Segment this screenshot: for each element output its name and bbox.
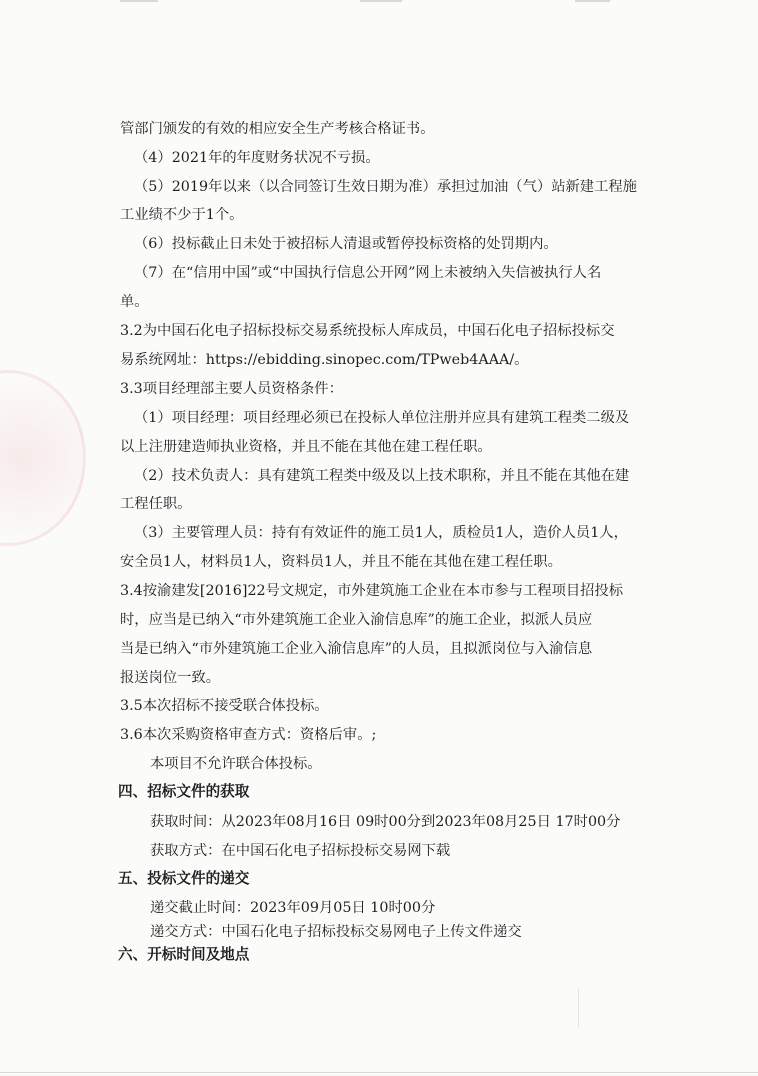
body-text-line: （2）技术负责人：具有建筑工程类中级及以上技术职称，并且不能在其他在建 xyxy=(134,468,630,484)
scan-edge-mark xyxy=(575,0,610,2)
body-text-line: 单。 xyxy=(120,294,149,310)
scan-bottom-edge xyxy=(0,1072,758,1073)
section-heading: 四、招标文件的获取 xyxy=(118,783,250,800)
body-text-line: 获取时间：从2023年08月16日 09时00分到2023年08月25日 17时00分 xyxy=(150,814,621,830)
body-text-line: 当是已纳入“市外建筑施工企业入渝信息库”的人员，且拟派岗位与入渝信息 xyxy=(120,641,593,657)
body-text-line: 工程任职。 xyxy=(120,496,192,512)
body-text-line: 易系统网址：https://ebidding.sinopec.com/TPweb4AAA/。 xyxy=(120,352,529,368)
body-text-line: （4）2021年的年度财务状况不亏损。 xyxy=(134,150,380,166)
scan-edge-mark xyxy=(360,0,402,2)
body-text-line: （7）在“信用中国”或“中国执行信息公开网”网上未被纳入失信被执行人名 xyxy=(134,265,602,281)
body-text-line: 3.5本次招标不接受联合体投标。 xyxy=(120,698,329,714)
body-text-line: 以上注册建造师执业资格，并且不能在其他在建工程任职。 xyxy=(120,439,492,455)
body-text-line: 3.6本次采购资格审查方式：资格后审。; xyxy=(120,727,377,743)
body-text-line: 递交方式：中国石化电子招标投标交易网电子上传文件递交 xyxy=(150,924,522,940)
body-text-line: 报送岗位一致。 xyxy=(120,670,221,686)
body-text-line: 工业绩不少于1个。 xyxy=(120,207,244,223)
section-heading: 五、投标文件的递交 xyxy=(118,870,250,887)
body-text-line: 3.3项目经理部主要人员资格条件： xyxy=(120,381,343,397)
scan-edge-mark xyxy=(120,0,158,2)
body-text-line: （1）项目经理：项目经理必须已在投标人单位注册并应具有建筑工程类二级及 xyxy=(134,410,630,426)
body-text-line: 3.4按渝建发[2016]22号文规定，市外建筑施工企业在本市参与工程项目招投标 xyxy=(120,583,624,599)
body-text-line: （3）主要管理人员：持有有效证件的施工员1人，质检员1人，造价人员1人， xyxy=(134,525,628,541)
body-text-line: 获取方式：在中国石化电子招标投标交易网下载 xyxy=(150,843,451,859)
red-seal-stamp xyxy=(0,370,86,546)
body-text-line: （6）投标截止日未处于被招标人清退或暂停投标资格的处罚期内。 xyxy=(134,236,558,252)
body-text-line: （5）2019年以来（以合同签订生效日期为准）承担过加油（气）站新建工程施 xyxy=(134,179,637,195)
body-text-line: 本项目不允许联合体投标。 xyxy=(150,756,322,772)
scan-artifact-line xyxy=(578,988,579,1028)
body-text-line: 时，应当是已纳入“市外建筑施工企业入渝信息库”的施工企业，拟派人员应 xyxy=(120,612,593,628)
body-text-line: 3.2为中国石化电子招标投标交易系统投标人库成员，中国石化电子招标投标交 xyxy=(120,323,615,339)
body-text-line: 管部门颁发的有效的相应安全生产考核合格证书。 xyxy=(120,121,435,137)
section-heading: 六、开标时间及地点 xyxy=(118,946,250,963)
body-text-line: 递交截止时间：2023年09月05日 10时00分 xyxy=(150,900,436,916)
body-text-line: 安全员1人，材料员1人，资料员1人，并且不能在其他在建工程任职。 xyxy=(120,554,562,570)
